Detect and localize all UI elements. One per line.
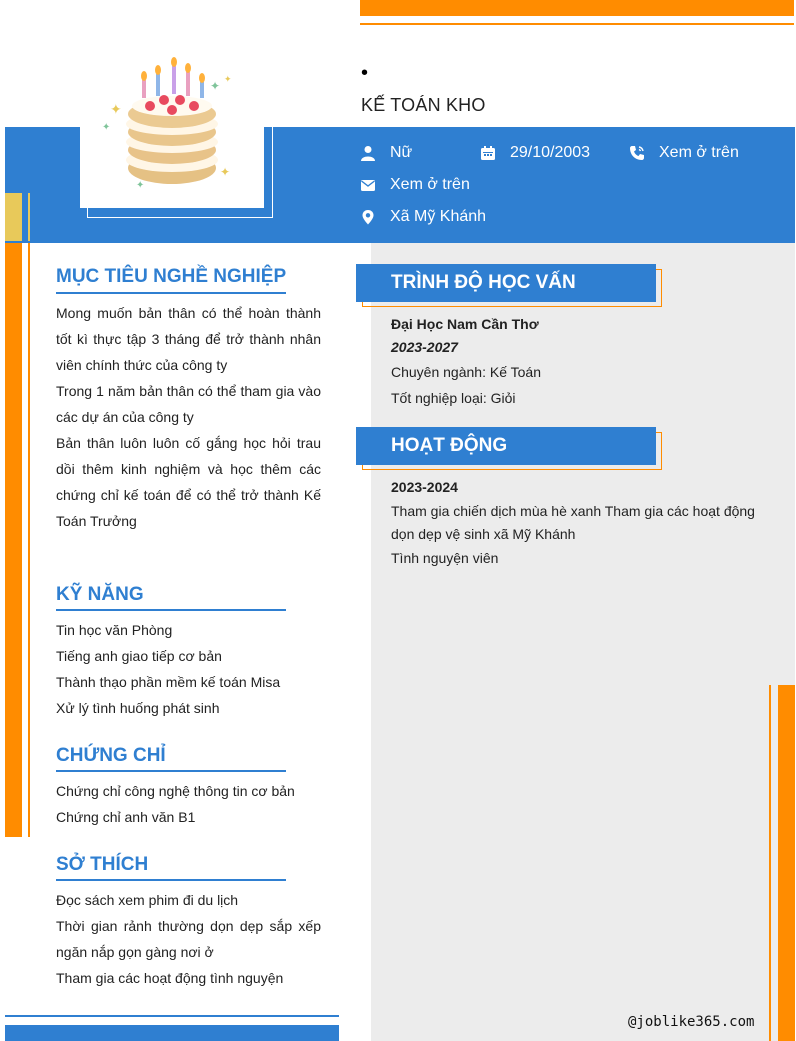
skills-list xyxy=(56,617,321,721)
avatar xyxy=(80,48,264,208)
left-orange-bar xyxy=(5,243,22,837)
list-item: Tham gia các hoạt động tình nguyện xyxy=(56,970,284,986)
job-title: KẾ TOÁN KHO xyxy=(361,95,486,115)
email-info xyxy=(360,176,470,194)
left-orange-line xyxy=(28,243,30,837)
education-period: 2023-2027 xyxy=(391,339,458,355)
email-text: Xem ở trên xyxy=(390,176,470,193)
certificates-title: CHỨNG CHỈ xyxy=(56,745,166,766)
svg-text:✦: ✦ xyxy=(110,102,122,118)
education-major: Chuyên ngành: Kế Toán xyxy=(391,364,541,380)
top-orange-bar xyxy=(360,0,794,16)
phone-icon xyxy=(629,145,645,161)
cake-image xyxy=(80,48,264,208)
phone-text: Xem ở trên xyxy=(659,144,739,161)
watermark-text: @joblike365.com xyxy=(628,1014,755,1030)
education-title-box xyxy=(356,264,656,302)
certificates-list xyxy=(56,778,321,830)
objective-paragraph: Bản thân luôn luôn cố gắng học hỏi trau dồi thêm kinh nghiệm và học thêm các chứng chỉ kế toán để có thể trở thành Kế Toán Trưởng xyxy=(56,435,321,529)
certificates-underline xyxy=(56,770,286,772)
list-item: Tin học văn Phòng xyxy=(56,622,173,638)
objective-title: MỤC TIÊU NGHỀ NGHIỆP xyxy=(56,266,287,287)
top-orange-line xyxy=(360,23,794,25)
activities-role: Tình nguyện viên xyxy=(391,550,499,566)
calendar-icon xyxy=(480,145,496,161)
hobbies-title: SỞ THÍCH xyxy=(56,854,149,875)
list-item: Chứng chỉ công nghệ thông tin cơ bản xyxy=(56,783,295,799)
left-yellow-bar xyxy=(5,193,22,241)
svg-text:✦: ✦ xyxy=(210,79,221,93)
education-title: TRÌNH ĐỘ HỌC VẤN xyxy=(391,272,576,293)
list-item: Chứng chỉ anh văn B1 xyxy=(56,809,196,825)
education-school: Đại Học Nam Cần Thơ xyxy=(391,316,539,332)
right-orange-bar xyxy=(778,685,795,1041)
list-item: Đọc sách xem phim đi du lịch xyxy=(56,892,239,908)
bottom-blue-bar xyxy=(5,1025,339,1041)
user-icon xyxy=(360,145,376,161)
activities-description: Tham gia chiến dịch mùa hè xanh Tham gia các hoạt động dọn dẹp vệ sinh xã Mỹ Khánh xyxy=(391,503,755,542)
hobbies-underline xyxy=(56,879,286,881)
mail-icon xyxy=(360,177,376,193)
list-item: Tiếng anh giao tiếp cơ bản xyxy=(56,648,222,664)
objective-paragraph: Mong muốn bản thân có thể hoàn thành tốt kì thực tập 3 tháng để trở thành nhân viên chính thức của công ty xyxy=(56,305,321,373)
svg-text:✦: ✦ xyxy=(136,180,145,191)
birthdate-text: 29/10/2003 xyxy=(510,144,591,161)
objective-paragraph: Trong 1 năm bản thân có thể tham gia vào các dự án của công ty xyxy=(56,383,321,425)
right-orange-line xyxy=(769,685,771,1041)
education-grade: Tốt nghiệp loại: Giỏi xyxy=(391,390,516,406)
objective-underline xyxy=(56,292,286,294)
svg-text:✦: ✦ xyxy=(224,75,232,85)
skills-underline xyxy=(56,609,286,611)
objective-body xyxy=(56,300,321,534)
skills-title: KỸ NĂNG xyxy=(56,584,144,605)
birthdate-info xyxy=(480,144,590,162)
activities-title-box xyxy=(356,427,656,465)
name-bullet: • xyxy=(361,62,369,84)
left-yellow-line xyxy=(28,193,30,241)
phone-info xyxy=(629,144,739,162)
gender-text: Nữ xyxy=(390,144,413,161)
bottom-blue-line xyxy=(5,1015,339,1017)
right-column-background xyxy=(371,243,795,1041)
address-text: Xã Mỹ Khánh xyxy=(390,208,487,225)
gender-info xyxy=(360,144,412,162)
activities-period: 2023-2024 xyxy=(391,479,458,495)
activities-title: HOẠT ĐỘNG xyxy=(391,435,508,456)
svg-text:✦: ✦ xyxy=(220,165,231,179)
address-info xyxy=(360,208,486,226)
hobbies-list xyxy=(56,887,321,991)
list-item: Thành thạo phần mềm kế toán Misa xyxy=(56,674,281,690)
location-pin-icon xyxy=(360,209,376,225)
list-item: Thời gian rảnh thường dọn dẹp sắp xếp ngăn nắp gọn gàng nơi ở xyxy=(56,918,321,960)
list-item: Xử lý tình huống phát sinh xyxy=(56,700,220,716)
svg-text:✦: ✦ xyxy=(102,122,111,133)
